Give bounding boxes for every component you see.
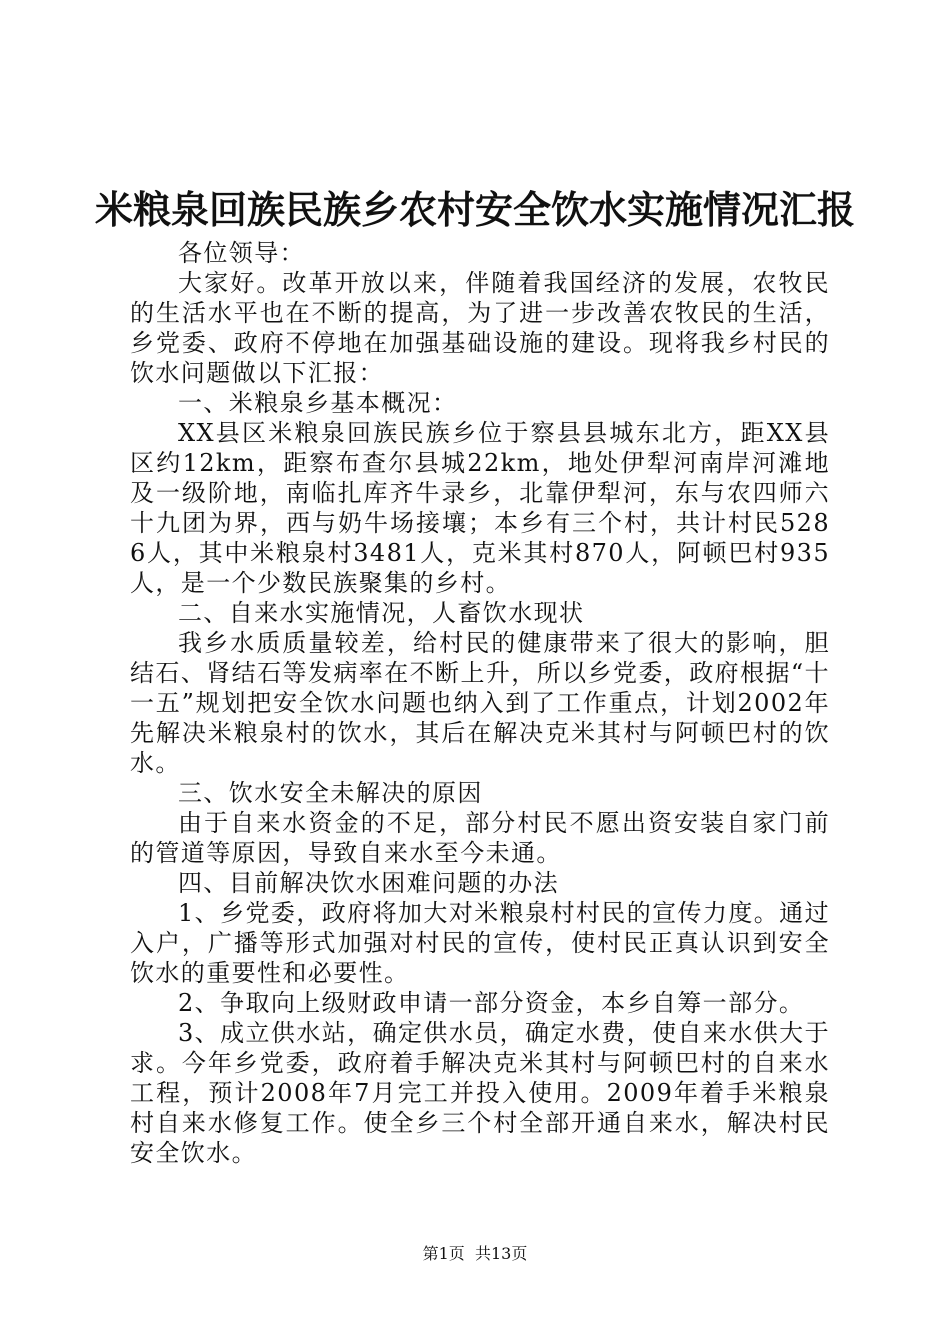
page-number: 第1页: [422, 1244, 465, 1263]
measure-1-paragraph: 1、乡党委，政府将加大对米粮泉村村民的宣传力度。通过入户，广播等形式加强对村民的宣传，使村民正真认识到安全饮水的重要性和必要性。: [130, 899, 830, 987]
document-title: 米粮泉回族民族乡农村安全饮水实施情况汇报: [94, 187, 855, 232]
measure-2-paragraph: 2、争取向上级财政申请一部分资金，本乡自筹一部分。: [178, 989, 805, 1017]
section-heading-1: 一、米粮泉乡基本概况：: [178, 389, 458, 417]
page-total: 共13页: [474, 1244, 528, 1263]
intro-paragraph: 大家好。改革开放以来，伴随着我国经济的发展，农牧民的生活水平也在不断的提高，为了进一步改善农牧民的生活，乡党委、政府不停地在加强基础设施的建设。现将我乡村民的饮水问题做以下汇报：: [130, 269, 830, 387]
reasons-paragraph: 由于自来水资金的不足，部分村民不愿出资安装自家门前的管道等原因，导致自来水至今未通。: [130, 809, 830, 867]
greeting-paragraph: 各位领导：: [178, 239, 305, 267]
page-footer: [0, 1243, 950, 1265]
water-status-paragraph: 我乡水质质量较差，给村民的健康带来了很大的影响，胆结石、肾结石等发病率在不断上升，所以乡党委，政府根据“十一五”规划把安全饮水问题也纳入到了工作重点，计划2002年先解决米粮泉村的饮水，其后在解决克米其村与阿顿巴村的饮水。: [130, 629, 830, 777]
measure-3-paragraph: 3、成立供水站，确定供水员，确定水费，使自来水供大于求。今年乡党委，政府着手解决克米其村与阿顿巴村的自来水工程，预计2008年7月完工并投入使用。2009年着手米粮泉村自来水修复工作。使全乡三个村全部开通自来水，解决村民安全饮水。: [130, 1019, 830, 1167]
section-heading-4: 四、目前解决饮水困难问题的办法: [178, 869, 559, 897]
section-heading-2: 二、自来水实施情况，人畜饮水现状: [178, 599, 585, 627]
document-body: [130, 238, 830, 1168]
section-heading-3: 三、饮水安全未解决的原因: [178, 779, 483, 807]
overview-paragraph: XX县区米粮泉回族民族乡位于察县县城东北方，距XX县区约12km，距察布查尔县城22km，地处伊犁河南岸河滩地及一级阶地，南临扎库齐牛录乡，北靠伊犁河，东与农四师六十九团为界，西与奶牛场接壤；本乡有三个村，共计村民5286人，其中米粮泉村3481人，克米其村870人，阿顿巴村935人，是一个少数民族聚集的乡村。: [130, 419, 830, 597]
